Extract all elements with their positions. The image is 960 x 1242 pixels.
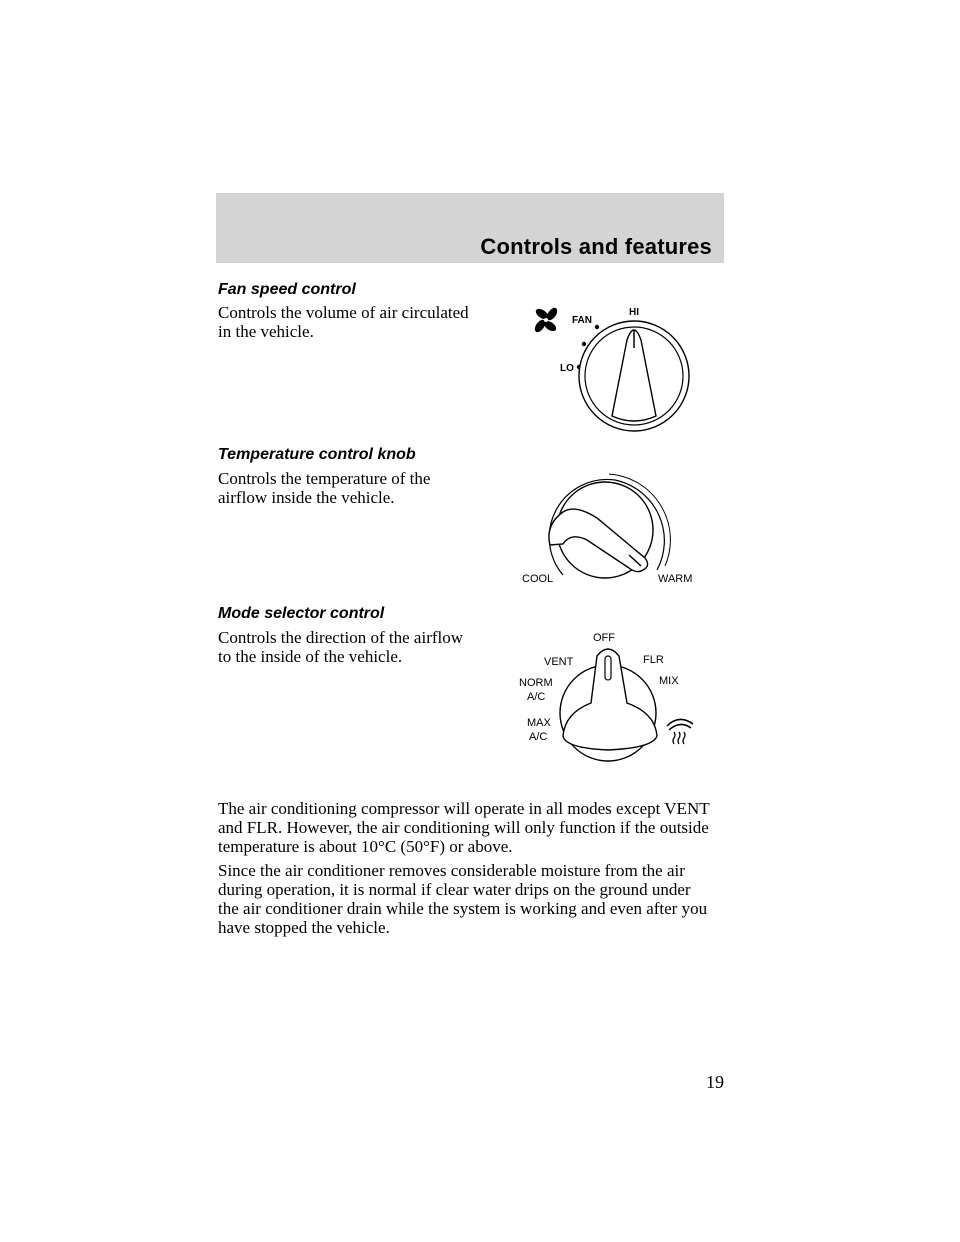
off-label: OFF: [593, 632, 615, 644]
temperature-heading: Temperature control knob: [218, 446, 416, 463]
norm-ac-label: A/C: [527, 691, 546, 703]
compressor-paragraph: [218, 799, 728, 856]
fan-lo-label: LO: [560, 363, 574, 374]
drain-line-2: during operation, it is normal if clear water drips on the ground under: [218, 880, 691, 899]
temperature-line-2: airflow inside the vehicle.: [218, 488, 395, 507]
max-ac-label: A/C: [529, 731, 548, 743]
drain-line-1: Since the air conditioner removes considerable moisture from the air: [218, 861, 685, 880]
page-number: 19: [706, 1072, 724, 1092]
fan-speed-line-1: Controls the volume of air circulated: [218, 303, 469, 322]
warm-label: WARM: [658, 573, 693, 585]
drain-line-3: the air conditioner drain while the system is working and even after you: [218, 899, 708, 918]
compressor-line-3: temperature is about 10°C (50°F) or above.: [218, 837, 513, 856]
defrost-icon: [667, 719, 693, 744]
fan-speed-heading: Fan speed control: [218, 281, 356, 298]
drain-line-4: have stopped the vehicle.: [218, 918, 390, 937]
mode-selector-line-2: to the inside of the vehicle.: [218, 647, 403, 666]
flr-label: FLR: [643, 654, 664, 666]
cool-label: COOL: [522, 573, 554, 585]
temperature-dial-figure: [505, 470, 705, 595]
fan-hi-label: HI: [629, 307, 639, 318]
mode-selector-description: [218, 628, 463, 666]
compressor-line-1: The air conditioning compressor will operate in all modes except VENT: [218, 799, 710, 818]
mix-label: MIX: [659, 675, 679, 687]
section-header-bar: [216, 193, 724, 263]
fan-label: FAN: [572, 315, 592, 326]
fan-speed-description: [218, 303, 469, 341]
mode-selector-line-1: Controls the direction of the airflow: [218, 628, 464, 647]
fan-speed-line-2: in the vehicle.: [218, 322, 314, 341]
chapter-title: Controls and features: [480, 234, 712, 259]
temperature-description: [218, 469, 430, 507]
temperature-line-1: Controls the temperature of the: [218, 469, 431, 488]
max-label: MAX: [527, 717, 551, 729]
mode-selector-dial-figure: [505, 628, 705, 783]
fan-icon: [533, 306, 560, 334]
drain-paragraph: [218, 861, 728, 937]
fan-speed-dial-figure: [500, 298, 700, 443]
norm-label: NORM: [519, 677, 553, 689]
vent-label: VENT: [544, 656, 574, 668]
compressor-line-2: and FLR. However, the air conditioning will only function if the outside: [218, 818, 709, 837]
mode-selector-heading: Mode selector control: [218, 605, 385, 622]
